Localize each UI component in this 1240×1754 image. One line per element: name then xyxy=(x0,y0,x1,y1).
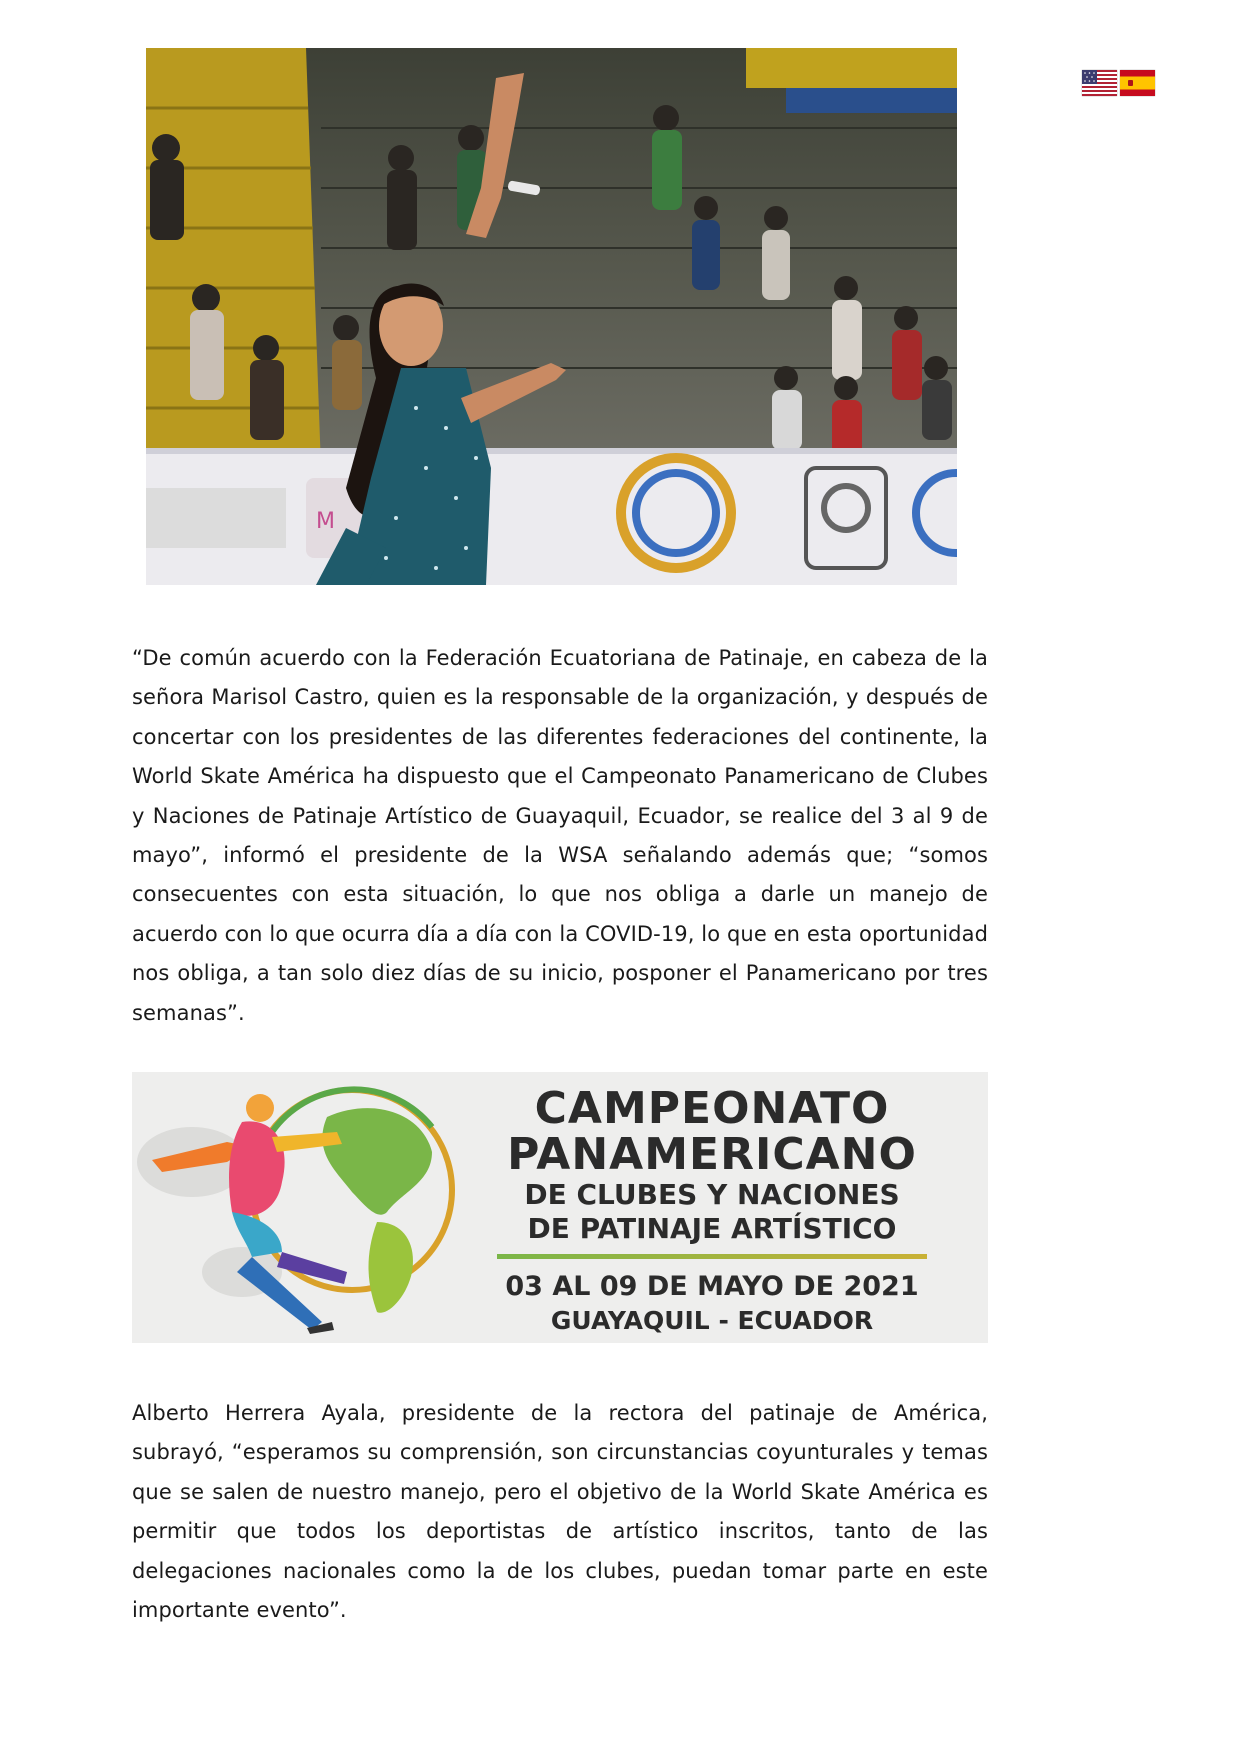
skater-photo xyxy=(146,48,957,585)
article-paragraph-1: “De común acuerdo con la Federación Ecuatoriana de Patinaje, en cabeza de la señora Marisol Castro, quien es la responsable de la organización, y después de concertar con los presidentes de las diferentes federaciones del continente, la World Skate América ha dispuesto que el Campeonato Panamericano de Clubes y Naciones de Patinaje Artístico de Guayaquil, Ecuador, se realice del 3 al 9 de mayo”, informó el presidente de la WSA señalando además que; “somos consecuentes con esta situación, lo que nos obliga a darle un manejo de acuerdo con lo que ocurra día a día con la COVID-19, lo que en esta oportunidad nos obliga, a tan solo diez días de su inicio, posponer el Panamericano por tres semanas”. xyxy=(132,646,988,1025)
svg-text:M: M xyxy=(316,509,335,534)
banner-dates: 03 AL 09 DE MAYO DE 2021 xyxy=(505,1271,919,1302)
spain-flag-icon[interactable] xyxy=(1120,70,1155,96)
language-switcher xyxy=(1082,70,1155,96)
banner-subtitle-line-2: DE PATINAJE ARTÍSTICO xyxy=(527,1212,897,1245)
banner-subtitle-line-1: DE CLUBES Y NACIONES xyxy=(524,1178,900,1211)
skater-photo-illustration xyxy=(146,48,957,585)
banner-title-line-1: CAMPEONATO xyxy=(534,1083,890,1134)
event-banner xyxy=(132,1072,988,1343)
article-paragraph-2: Alberto Herrera Ayala, presidente de la rectora del patinaje de América, subrayó, “esperamos su comprensión, son circunstancias coyunturales y temas que se salen de nuestro manejo, pero el objetivo de la World Skate América es permitir que todos los deportistas de artístico inscritos, tanto de las delegaciones nacionales como la de los clubes, puedan tomar parte en este importante evento”. xyxy=(132,1401,988,1623)
banner-location: GUAYAQUIL - ECUADOR xyxy=(550,1306,874,1335)
us-flag-icon[interactable] xyxy=(1082,70,1117,96)
banner-title-line-2: PANAMERICANO xyxy=(507,1129,917,1180)
banner-divider xyxy=(497,1254,927,1259)
banner-text-block xyxy=(472,1083,952,1337)
